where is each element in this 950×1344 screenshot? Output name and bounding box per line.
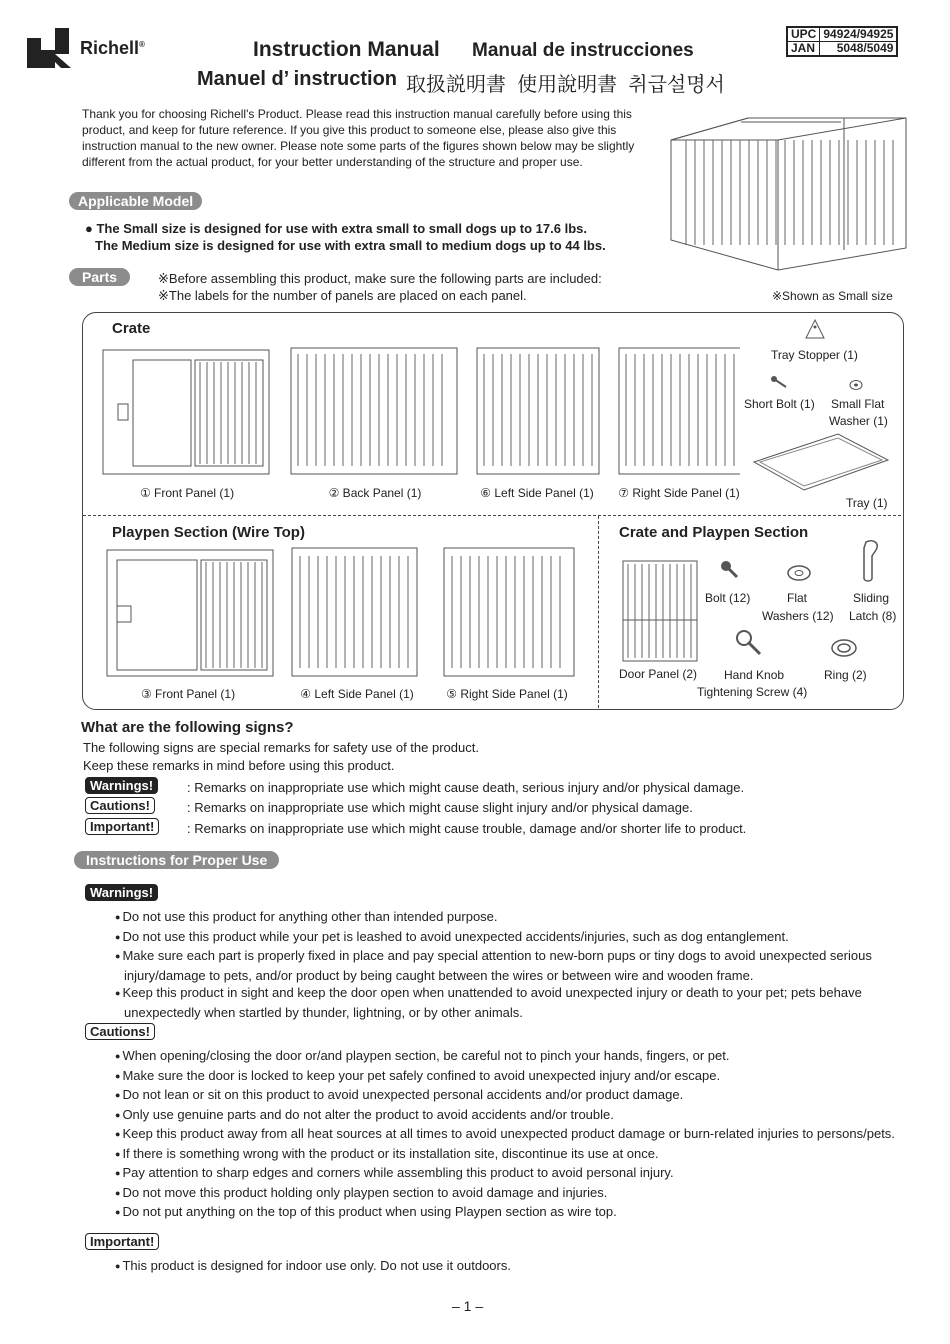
cautions-item: ● Do not lean or sit on this product to avoid unexpected personal accidents and/or product damage. [113, 1086, 913, 1106]
applicable-model-heading: Applicable Model [69, 192, 202, 210]
cautions-item: ● Only use genuine parts and do not alter the product to avoid accidents and/or trouble. [113, 1106, 913, 1126]
important-desc: : Remarks on inappropriate use which might cause trouble, damage and/or shorter life to product. [187, 821, 747, 836]
flat-washer-icon [786, 564, 812, 582]
parts-heading: Parts [69, 268, 130, 286]
product-codes: UPC 94924/94925 JAN 5048/5049 [786, 26, 898, 57]
crate-title: Crate [112, 320, 151, 337]
sliding-latch-icon [858, 538, 884, 584]
crate-product-illustration [666, 100, 911, 272]
flat-label: Flat [787, 591, 808, 605]
parts-note-1: ※Before assembling this product, make sure the following parts are included: [158, 271, 602, 286]
warnings-item: ● Do not use this product while your pet is leashed to avoid unexpected accidents/injuries, such as dog entanglement. [113, 928, 913, 948]
shown-as-small: ※Shown as Small size [772, 289, 893, 303]
back-panel-2-label: ② Back Panel (1) [328, 486, 422, 500]
page-number: – 1 – [452, 1298, 484, 1314]
warnings-list [113, 908, 913, 1021]
cautions-item: ● Keep this product away from all heat sources at all times to avoid unexpected product damage or burn-related injuries to persons/pets. [113, 1125, 913, 1145]
sliding-label: Sliding [853, 591, 890, 605]
important-item: ● This product is designed for indoor use only. Do not use it outdoors. [113, 1257, 913, 1277]
intro-text: Thank you for choosing Richell's Product. Please read this instruction manual carefully before using this product, and keep for future reference. If you give this product to someone else, please also give this instruction manual to the new owner. Please note some parts of the figures shown below may be slightly different from the actual product, for your better understanding of the structure and proper use. [82, 107, 635, 169]
bolt-icon [720, 560, 740, 580]
cautions-list [113, 1047, 913, 1223]
playpen-title: Playpen Section (Wire Top) [112, 524, 305, 541]
cautions-item: ● If there is something wrong with the product or its installation site, discontinue its use at once. [113, 1145, 913, 1165]
left-side-panel-6-label: ⑥ Left Side Panel (1) [480, 486, 594, 500]
warnings-desc: : Remarks on inappropriate use which might cause death, serious injury and/or physical damage. [187, 780, 745, 795]
washer-label: Washer (1) [829, 414, 888, 428]
important-list [113, 1257, 913, 1277]
applicable-line-1: ● The Small size is designed for use with extra small to small dogs up to 17.6 lbs. [85, 221, 587, 236]
door-panel-illustration [620, 558, 700, 664]
playpen-left-side-panel-4-label: ④ Left Side Panel (1) [300, 687, 414, 701]
front-panel-1-label: ① Front Panel (1) [139, 486, 235, 500]
washers-label: Washers (12) [762, 609, 834, 623]
signs-heading: What are the following signs? [81, 719, 294, 736]
cautions-desc: : Remarks on inappropriate use which might cause slight injury and/or physical damage. [187, 800, 693, 815]
cautions-item: ● Make sure the door is locked to keep your pet safely confined to avoid unexpected injury and/or escape. [113, 1067, 913, 1087]
warnings-item: ● Make sure each part is properly fixed in place and pay special attention to new-born pups or tiny dogs to avoid unexpected serious injury/damage to pets, and/or product by being caught between the wires or between wire and wooden frame. [113, 947, 913, 984]
cautions-section-tag: Cautions! [85, 1023, 155, 1041]
tray-stopper-icon [804, 318, 826, 342]
richell-logo-icon [27, 26, 73, 70]
instructions-heading: Instructions for Proper Use [74, 851, 279, 869]
bolt-label: Bolt (12) [705, 591, 751, 605]
short-bolt-label: Short Bolt (1) [744, 397, 815, 411]
right-side-panel-7-label: ⑦ Right Side Panel (1) [618, 486, 740, 500]
playpen-panels-illustration [104, 546, 584, 682]
signs-line-1: The following signs are special remarks for safety use of the product. [83, 740, 479, 755]
parts-divider [83, 515, 901, 516]
latch-label: Latch (8) [849, 609, 897, 623]
important-section-tag: Important! [85, 1233, 159, 1251]
crate-panels-illustration [100, 346, 740, 480]
cautions-item: ● Do not move this product holding only playpen section to avoid damage and injuries. [113, 1184, 913, 1204]
cautions-item: ● Do not put anything on the top of this product when using Playpen section as wire top. [113, 1203, 913, 1223]
important-tag: Important! [85, 818, 159, 836]
playpen-front-panel-3-label: ③ Front Panel (1) [140, 687, 236, 701]
tray-stopper-label: Tray Stopper (1) [771, 348, 858, 362]
small-flat-label: Small Flat [831, 397, 885, 411]
brand-name: Richell® [80, 38, 145, 58]
signs-line-2: Keep these remarks in mind before using this product. [83, 758, 395, 773]
playpen-right-side-panel-5-label: ⑤ Right Side Panel (1) [446, 687, 568, 701]
cautions-tag: Cautions! [85, 797, 155, 815]
tightening-screw-label: Tightening Screw (4) [697, 685, 808, 699]
warnings-section-tag: Warnings! [85, 884, 158, 902]
tray-illustration [752, 430, 892, 494]
title-en: Instruction Manual [253, 38, 440, 61]
parts-note-2: ※The labels for the number of panels are placed on each panel. [158, 288, 527, 303]
small-flat-washer-icon [849, 379, 863, 391]
parts-vertical-divider [598, 516, 599, 708]
cautions-item: ● When opening/closing the door or/and playpen section, be careful not to pinch your hands, fingers, or pet. [113, 1047, 913, 1067]
door-panel-label: Door Panel (2) [619, 667, 698, 681]
ring-label: Ring (2) [824, 668, 867, 682]
crate-playpen-title: Crate and Playpen Section [619, 524, 809, 541]
warnings-item: ● Do not use this product for anything other than intended purpose. [113, 908, 913, 928]
warnings-item: ● Keep this product in sight and keep the door open when unattended to avoid unexpected injury or death to your pet; pets behave unexpectedly when startled by thunder, lightning, or by other animals. [113, 984, 913, 1021]
hand-knob-label: Hand Knob [724, 668, 785, 682]
tray-label: Tray (1) [846, 496, 888, 510]
applicable-line-2: The Medium size is designed for use with extra small to medium dogs up to 44 lbs. [95, 238, 606, 253]
short-bolt-icon [770, 376, 790, 390]
cautions-item: ● Pay attention to sharp edges and corners while assembling this product to avoid personal injury. [113, 1164, 913, 1184]
hand-knob-icon [734, 628, 764, 658]
title-es: Manual de instrucciones [472, 40, 694, 61]
title-asian: 取扱説明書 使用說明書 취급설명서 [406, 74, 725, 96]
warnings-tag: Warnings! [85, 777, 158, 795]
title-fr: Manuel d’ instruction [197, 68, 398, 90]
ring-icon [830, 638, 858, 658]
